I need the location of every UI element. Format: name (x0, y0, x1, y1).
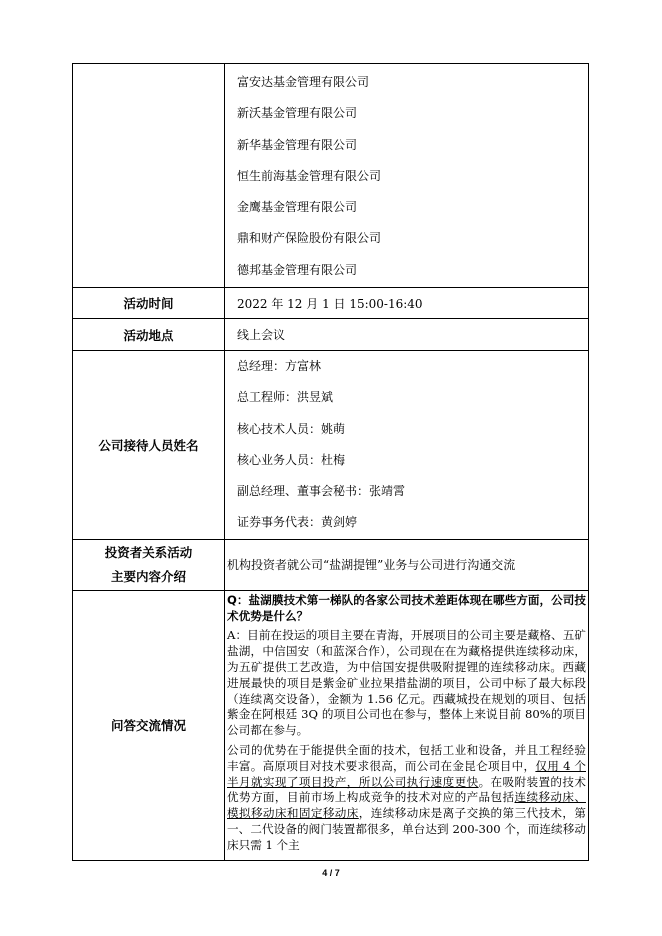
question: Q：盐湖膜技术第一梯队的各家公司技术差距体现在哪些方面，公司技术优势是什么？ (227, 592, 586, 623)
staff-list (225, 351, 589, 540)
staff-member: 总工程师：洪昱斌 (237, 390, 334, 405)
participants-row (73, 64, 589, 288)
participants-list (225, 64, 589, 288)
staff-member: 核心业务人员：杜梅 (237, 452, 346, 467)
time-value: 2022 年 12 月 1 日 15:00-16:40 (225, 288, 589, 319)
staff-member: 总经理：方富林 (237, 359, 322, 373)
qa-content (225, 590, 589, 860)
participant: 德邦基金管理有限公司 (237, 262, 358, 277)
content-label (73, 539, 225, 590)
answer-paragraph: A：目前在投运的项目主要在青海，开展项目的公司主要是藏格、五矿盐湖，中信国安（和蓝深合作），公司现在在为藏格提供连续移动床，为五矿提供工艺改造，为中信国安提供吸附提锂的连续移动床。西藏进展最快的项目是紫金矿业拉果措盐湖的项目，公司中标了最大标段（连续离交设备），金额为 1.56 亿元。西藏城投在规划的项目、包括紫金在阿根廷 3Q 的项目公司也在参与，整体上来说目前 80%的项目公司都在参与。 (227, 628, 586, 738)
place-row (73, 319, 589, 351)
page-number: 4 / 7 (322, 867, 340, 878)
qa-row (73, 590, 589, 860)
staff-label: 公司接待人员姓名 (73, 351, 225, 540)
participant: 恒生前海基金管理有限公司 (237, 168, 382, 183)
text: ，连续移动床是离子交换的第三代技术，第一、二代设备的阀门装置都很多，单台达到 200-300 个，而连续移动床只需 1 个主 (227, 806, 586, 852)
staff-member: 核心技术人员：姚萌 (237, 421, 346, 436)
participant: 鼎和财产保险股份有限公司 (237, 231, 382, 246)
content-row (73, 539, 589, 590)
text: 。在吸附装置的技术优势方面，目前市场上构成竞争的技术对应的产品包括 (227, 774, 586, 805)
place-value: 线上会议 (225, 319, 589, 351)
participant: 金鹰基金管理有限公司 (237, 200, 358, 215)
content-value: 机构投资者就公司“盐湖提锂”业务与公司进行沟通交流 (225, 539, 589, 590)
time-label: 活动时间 (73, 288, 225, 319)
place-label: 活动地点 (73, 319, 225, 351)
underlined-text: 仅用 4 个半月就实现了项目投产，所以公司执行速度更快 (227, 758, 586, 789)
answer-paragraph (227, 743, 586, 854)
staff-row (73, 351, 589, 540)
participant: 新华基金管理有限公司 (237, 137, 358, 152)
content-label-line: 投资者关系活动 (104, 544, 193, 560)
participant: 富安达基金管理有限公司 (237, 75, 370, 89)
qa-label: 问答交流情况 (73, 590, 225, 860)
staff-member: 副总经理、董事会秘书：张靖霄 (237, 484, 406, 499)
empty-label-cell (73, 64, 225, 288)
participant: 新沃基金管理有限公司 (237, 106, 358, 121)
investor-relations-table (72, 63, 589, 861)
time-row (73, 288, 589, 319)
text: 公司的优势在于能提供全面的技术，包括工业和设备，并且工程经验丰富。高原项目对技术要求很高，而公司在金昆仑项目中， (227, 742, 586, 773)
staff-member: 证券事务代表：黄剑婷 (237, 515, 358, 530)
underlined-text: 连续移动床、模拟移动床和固定移动床 (227, 790, 586, 821)
content-label-line: 主要内容介绍 (110, 568, 186, 584)
